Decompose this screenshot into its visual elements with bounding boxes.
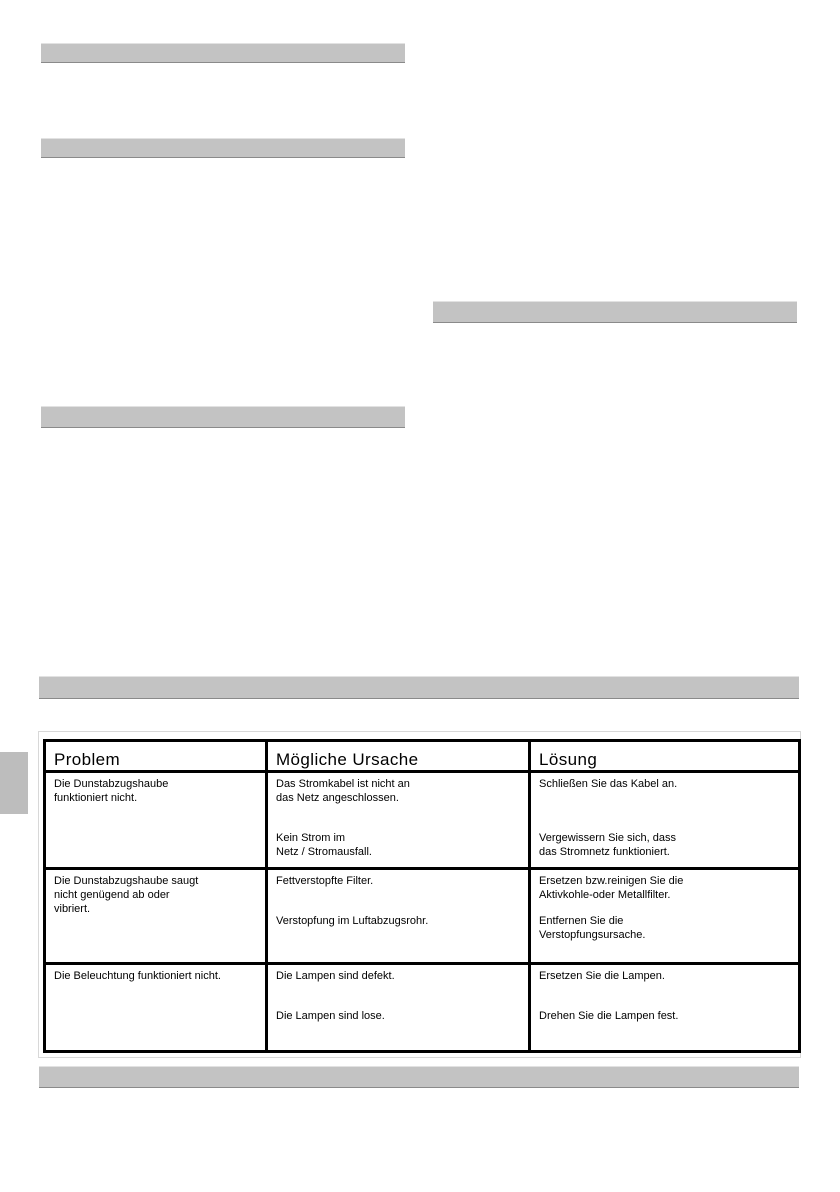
solution-line: Vergewissern Sie sich, dass	[539, 832, 676, 844]
cause-line: Fettverstopfte Filter.	[276, 875, 374, 887]
cause-line: Verstopfung im Luftabzugsrohr.	[276, 915, 429, 927]
cause-line: Das Stromkabel ist nicht an	[276, 778, 410, 790]
cause-cell	[267, 964, 530, 1052]
problem-line: Die Dunstabzugshaube	[54, 778, 169, 790]
table-row	[45, 869, 800, 964]
cause-line: Kein Strom im	[276, 832, 346, 844]
page-thumb-tab	[0, 752, 28, 814]
section-header-bar-wide	[39, 1066, 799, 1088]
problem-line: Die Dunstabzugshaube saugt	[54, 875, 199, 887]
section-header-bar	[41, 138, 405, 158]
problem-cell	[45, 964, 267, 1052]
solution-cell	[530, 964, 800, 1052]
solution-cell	[530, 869, 800, 964]
problem-line: funktioniert nicht.	[54, 792, 138, 804]
solution-cell	[530, 772, 800, 869]
cause-cell	[267, 772, 530, 869]
solution-line: Ersetzen Sie die Lampen.	[539, 970, 665, 982]
table-row	[45, 772, 800, 869]
cause-line: Netz / Stromausfall.	[276, 846, 372, 858]
section-header-bar-wide	[39, 676, 799, 699]
solution-line: Drehen Sie die Lampen fest.	[539, 1010, 679, 1022]
section-header-bar	[41, 43, 405, 63]
cause-line: Die Lampen sind defekt.	[276, 970, 395, 982]
header-problem: Problem	[45, 741, 267, 772]
problem-line: vibriert.	[54, 903, 91, 915]
problem-line: nicht genügend ab oder	[54, 889, 170, 901]
problem-cell	[45, 772, 267, 869]
solution-line: Aktivkohle-oder Metallfilter.	[539, 889, 671, 901]
problem-cell	[45, 869, 267, 964]
cause-cell	[267, 869, 530, 964]
solution-line: Verstopfungsursache.	[539, 929, 646, 941]
cause-line: Die Lampen sind lose.	[276, 1010, 385, 1022]
header-cause: Mögliche Ursache	[267, 741, 530, 772]
table-row	[45, 964, 800, 1052]
solution-line: Ersetzen bzw.reinigen Sie die	[539, 875, 684, 887]
solution-line: Entfernen Sie die	[539, 915, 624, 927]
header-solution: Lösung	[530, 741, 800, 772]
section-header-bar	[433, 301, 797, 323]
solution-line: Schließen Sie das Kabel an.	[539, 778, 678, 790]
troubleshooting-table	[43, 739, 801, 1053]
cause-line: das Netz angeschlossen.	[276, 792, 399, 804]
section-header-bar	[41, 406, 405, 428]
table-header-row	[45, 741, 800, 772]
problem-line: Die Beleuchtung funktioniert nicht.	[54, 970, 221, 982]
solution-line: das Stromnetz funktioniert.	[539, 846, 670, 858]
